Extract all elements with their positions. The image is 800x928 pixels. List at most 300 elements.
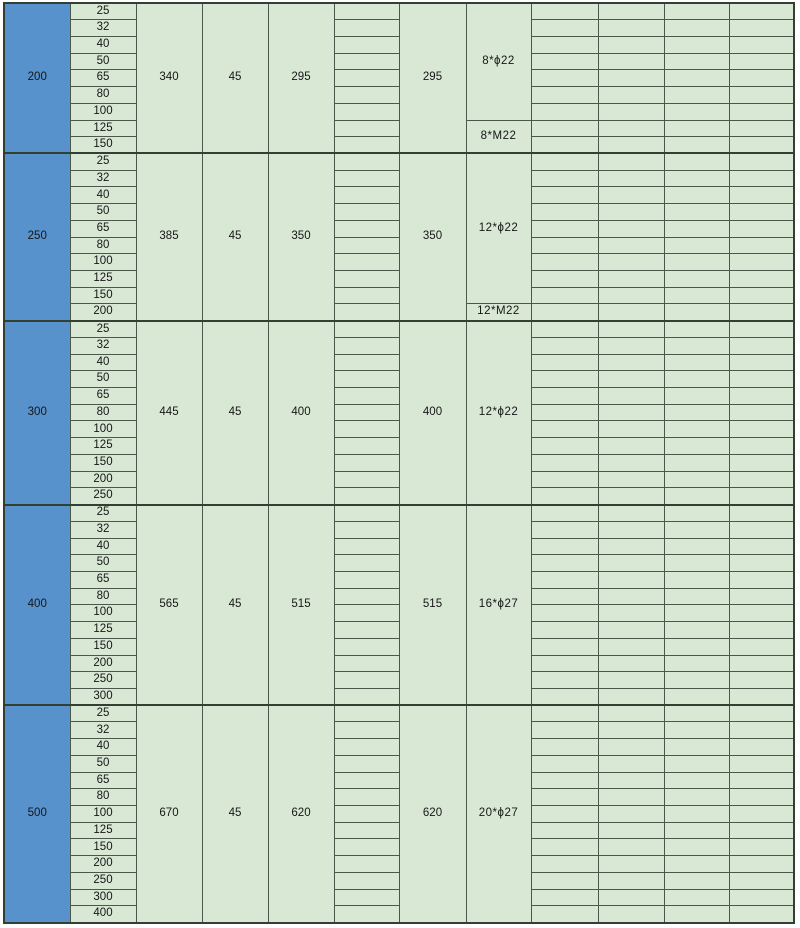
detail-cell-1 — [531, 722, 598, 739]
spacer-cell — [334, 220, 399, 237]
detail-cell-2 — [598, 137, 664, 154]
detail-cell-2 — [598, 571, 664, 588]
detail-cell-3 — [664, 839, 729, 856]
detail-cell-1 — [531, 638, 598, 655]
col7-value-cell: 620 — [399, 705, 466, 922]
detail-cell-4 — [729, 137, 794, 154]
detail-cell-2 — [598, 354, 664, 371]
spacer-cell — [334, 638, 399, 655]
detail-cell-4 — [729, 237, 794, 254]
spacer-cell — [334, 421, 399, 438]
spacer-cell — [334, 454, 399, 471]
detail-cell-2 — [598, 772, 664, 789]
detail-cell-4 — [729, 889, 794, 906]
spacer-cell — [334, 70, 399, 87]
detail-cell-4 — [729, 822, 794, 839]
spacer-cell — [334, 806, 399, 823]
spec-table-body — [4, 3, 794, 923]
detail-cell-2 — [598, 87, 664, 104]
detail-cell-3 — [664, 187, 729, 204]
detail-cell-3 — [664, 571, 729, 588]
table-row — [4, 153, 794, 170]
detail-cell-4 — [729, 705, 794, 722]
spacer-cell — [334, 755, 399, 772]
spacer-cell — [334, 571, 399, 588]
col3-value-cell: 565 — [136, 505, 202, 706]
detail-cell-2 — [598, 70, 664, 87]
col4-value-cell: 45 — [202, 505, 268, 706]
size-cell: 125 — [70, 822, 136, 839]
detail-cell-2 — [598, 521, 664, 538]
spacer-cell — [334, 705, 399, 722]
detail-cell-2 — [598, 170, 664, 187]
detail-cell-2 — [598, 789, 664, 806]
size-cell: 100 — [70, 605, 136, 622]
detail-cell-4 — [729, 287, 794, 304]
col4-value-cell: 45 — [202, 321, 268, 505]
detail-cell-3 — [664, 421, 729, 438]
detail-cell-4 — [729, 872, 794, 889]
size-cell: 150 — [70, 839, 136, 856]
detail-cell-4 — [729, 605, 794, 622]
detail-cell-2 — [598, 889, 664, 906]
table-row — [4, 505, 794, 522]
spacer-cell — [334, 839, 399, 856]
detail-cell-3 — [664, 856, 729, 873]
detail-cell-4 — [729, 70, 794, 87]
detail-cell-4 — [729, 404, 794, 421]
detail-cell-1 — [531, 471, 598, 488]
detail-cell-2 — [598, 739, 664, 756]
detail-cell-3 — [664, 705, 729, 722]
dn-cell: 250 — [4, 153, 70, 320]
detail-cell-1 — [531, 806, 598, 823]
spacer-cell — [334, 555, 399, 572]
col7-value-cell: 350 — [399, 153, 466, 320]
detail-cell-4 — [729, 672, 794, 689]
size-cell: 25 — [70, 153, 136, 170]
bolt-spec-cell: 12*ϕ22 — [466, 153, 531, 303]
spacer-cell — [334, 688, 399, 705]
detail-cell-2 — [598, 20, 664, 37]
detail-cell-4 — [729, 772, 794, 789]
detail-cell-1 — [531, 170, 598, 187]
size-cell: 32 — [70, 521, 136, 538]
detail-cell-1 — [531, 120, 598, 137]
detail-cell-2 — [598, 722, 664, 739]
spacer-cell — [334, 872, 399, 889]
detail-cell-3 — [664, 137, 729, 154]
detail-cell-3 — [664, 822, 729, 839]
detail-cell-3 — [664, 388, 729, 405]
size-cell: 125 — [70, 120, 136, 137]
size-cell: 65 — [70, 388, 136, 405]
detail-cell-1 — [531, 555, 598, 572]
detail-cell-3 — [664, 588, 729, 605]
detail-cell-3 — [664, 505, 729, 522]
spacer-cell — [334, 254, 399, 271]
detail-cell-4 — [729, 688, 794, 705]
detail-cell-4 — [729, 555, 794, 572]
detail-cell-3 — [664, 471, 729, 488]
detail-cell-3 — [664, 404, 729, 421]
detail-cell-3 — [664, 789, 729, 806]
detail-cell-3 — [664, 103, 729, 120]
detail-cell-3 — [664, 488, 729, 505]
detail-cell-1 — [531, 254, 598, 271]
size-cell: 25 — [70, 3, 136, 20]
bolt-spec-cell: 16*ϕ27 — [466, 505, 531, 706]
col3-value-cell: 670 — [136, 705, 202, 922]
detail-cell-3 — [664, 3, 729, 20]
detail-cell-2 — [598, 856, 664, 873]
dn-cell: 400 — [4, 505, 70, 706]
size-cell: 40 — [70, 187, 136, 204]
size-cell: 80 — [70, 404, 136, 421]
size-cell: 40 — [70, 739, 136, 756]
detail-cell-3 — [664, 371, 729, 388]
size-cell: 250 — [70, 672, 136, 689]
size-cell: 150 — [70, 137, 136, 154]
col5-value-cell: 515 — [268, 505, 334, 706]
size-cell: 80 — [70, 789, 136, 806]
size-cell: 200 — [70, 856, 136, 873]
detail-cell-2 — [598, 839, 664, 856]
size-cell: 40 — [70, 354, 136, 371]
detail-cell-1 — [531, 287, 598, 304]
spacer-cell — [334, 153, 399, 170]
detail-cell-4 — [729, 271, 794, 288]
detail-cell-3 — [664, 889, 729, 906]
detail-cell-4 — [729, 571, 794, 588]
detail-cell-1 — [531, 454, 598, 471]
detail-cell-4 — [729, 806, 794, 823]
detail-cell-2 — [598, 454, 664, 471]
detail-cell-3 — [664, 220, 729, 237]
col5-value-cell: 295 — [268, 3, 334, 153]
size-cell: 300 — [70, 688, 136, 705]
detail-cell-3 — [664, 170, 729, 187]
detail-cell-2 — [598, 872, 664, 889]
spacer-cell — [334, 856, 399, 873]
detail-cell-1 — [531, 3, 598, 20]
size-cell: 400 — [70, 906, 136, 923]
spacer-cell — [334, 672, 399, 689]
size-cell: 100 — [70, 103, 136, 120]
detail-cell-3 — [664, 271, 729, 288]
detail-cell-2 — [598, 488, 664, 505]
spacer-cell — [334, 538, 399, 555]
detail-cell-2 — [598, 53, 664, 70]
col5-value-cell: 350 — [268, 153, 334, 320]
detail-cell-4 — [729, 321, 794, 338]
detail-cell-3 — [664, 638, 729, 655]
size-cell: 100 — [70, 806, 136, 823]
size-cell: 25 — [70, 321, 136, 338]
col7-value-cell: 400 — [399, 321, 466, 505]
spacer-cell — [334, 87, 399, 104]
col5-value-cell: 620 — [268, 705, 334, 922]
size-cell: 50 — [70, 371, 136, 388]
detail-cell-2 — [598, 688, 664, 705]
detail-cell-3 — [664, 655, 729, 672]
col4-value-cell: 45 — [202, 705, 268, 922]
detail-cell-2 — [598, 103, 664, 120]
spacer-cell — [334, 337, 399, 354]
detail-cell-3 — [664, 555, 729, 572]
detail-cell-2 — [598, 672, 664, 689]
size-cell: 200 — [70, 655, 136, 672]
col7-value-cell: 295 — [399, 3, 466, 153]
detail-cell-2 — [598, 304, 664, 321]
detail-cell-1 — [531, 839, 598, 856]
detail-cell-4 — [729, 622, 794, 639]
size-cell: 80 — [70, 87, 136, 104]
spacer-cell — [334, 521, 399, 538]
detail-cell-1 — [531, 87, 598, 104]
table-row — [4, 321, 794, 338]
spacer-cell — [334, 53, 399, 70]
size-cell: 65 — [70, 571, 136, 588]
detail-cell-2 — [598, 120, 664, 137]
detail-cell-4 — [729, 53, 794, 70]
detail-cell-4 — [729, 3, 794, 20]
detail-cell-4 — [729, 655, 794, 672]
detail-cell-4 — [729, 421, 794, 438]
spacer-cell — [334, 404, 399, 421]
detail-cell-1 — [531, 605, 598, 622]
detail-cell-3 — [664, 605, 729, 622]
size-cell: 65 — [70, 772, 136, 789]
size-cell: 150 — [70, 638, 136, 655]
detail-cell-2 — [598, 187, 664, 204]
detail-cell-4 — [729, 204, 794, 221]
size-cell: 50 — [70, 53, 136, 70]
detail-cell-1 — [531, 204, 598, 221]
size-cell: 40 — [70, 538, 136, 555]
spacer-cell — [334, 287, 399, 304]
spacer-cell — [334, 722, 399, 739]
detail-cell-2 — [598, 3, 664, 20]
detail-cell-2 — [598, 321, 664, 338]
detail-cell-3 — [664, 20, 729, 37]
detail-cell-1 — [531, 688, 598, 705]
spacer-cell — [334, 789, 399, 806]
detail-cell-1 — [531, 337, 598, 354]
detail-cell-1 — [531, 588, 598, 605]
detail-cell-3 — [664, 321, 729, 338]
size-cell: 200 — [70, 471, 136, 488]
detail-cell-2 — [598, 471, 664, 488]
detail-cell-1 — [531, 521, 598, 538]
size-cell: 200 — [70, 304, 136, 321]
detail-cell-4 — [729, 187, 794, 204]
dn-cell: 200 — [4, 3, 70, 153]
detail-cell-3 — [664, 454, 729, 471]
detail-cell-3 — [664, 806, 729, 823]
table-row — [4, 705, 794, 722]
detail-cell-2 — [598, 605, 664, 622]
size-cell: 100 — [70, 421, 136, 438]
col5-value-cell: 400 — [268, 321, 334, 505]
spacer-cell — [334, 739, 399, 756]
bolt-spec-cell: 8*M22 — [466, 120, 531, 153]
detail-cell-2 — [598, 254, 664, 271]
detail-cell-1 — [531, 872, 598, 889]
detail-cell-2 — [598, 337, 664, 354]
detail-cell-1 — [531, 70, 598, 87]
detail-cell-4 — [729, 337, 794, 354]
spacer-cell — [334, 120, 399, 137]
detail-cell-2 — [598, 588, 664, 605]
size-cell: 32 — [70, 722, 136, 739]
detail-cell-4 — [729, 789, 794, 806]
detail-cell-1 — [531, 421, 598, 438]
detail-cell-4 — [729, 505, 794, 522]
detail-cell-4 — [729, 739, 794, 756]
detail-cell-3 — [664, 622, 729, 639]
size-cell: 50 — [70, 555, 136, 572]
detail-cell-1 — [531, 622, 598, 639]
spacer-cell — [334, 137, 399, 154]
size-cell: 32 — [70, 20, 136, 37]
detail-cell-3 — [664, 120, 729, 137]
detail-cell-4 — [729, 755, 794, 772]
detail-cell-2 — [598, 822, 664, 839]
col3-value-cell: 445 — [136, 321, 202, 505]
spacer-cell — [334, 354, 399, 371]
spacer-cell — [334, 170, 399, 187]
detail-cell-3 — [664, 538, 729, 555]
detail-cell-2 — [598, 204, 664, 221]
spacer-cell — [334, 655, 399, 672]
detail-cell-2 — [598, 404, 664, 421]
detail-cell-3 — [664, 87, 729, 104]
detail-cell-1 — [531, 371, 598, 388]
detail-cell-4 — [729, 153, 794, 170]
detail-cell-1 — [531, 856, 598, 873]
detail-cell-3 — [664, 204, 729, 221]
detail-cell-3 — [664, 337, 729, 354]
detail-cell-4 — [729, 538, 794, 555]
size-cell: 25 — [70, 705, 136, 722]
detail-cell-2 — [598, 153, 664, 170]
detail-cell-2 — [598, 421, 664, 438]
detail-cell-4 — [729, 438, 794, 455]
detail-cell-2 — [598, 806, 664, 823]
detail-cell-2 — [598, 388, 664, 405]
size-cell: 50 — [70, 204, 136, 221]
spacer-cell — [334, 505, 399, 522]
dn-cell: 300 — [4, 321, 70, 505]
detail-cell-3 — [664, 755, 729, 772]
detail-cell-4 — [729, 839, 794, 856]
detail-cell-4 — [729, 638, 794, 655]
detail-cell-2 — [598, 287, 664, 304]
detail-cell-3 — [664, 70, 729, 87]
detail-cell-4 — [729, 371, 794, 388]
detail-cell-4 — [729, 36, 794, 53]
size-cell: 100 — [70, 254, 136, 271]
detail-cell-3 — [664, 872, 729, 889]
size-cell: 125 — [70, 271, 136, 288]
spacer-cell — [334, 388, 399, 405]
col3-value-cell: 385 — [136, 153, 202, 320]
detail-cell-1 — [531, 705, 598, 722]
size-cell: 40 — [70, 36, 136, 53]
detail-cell-4 — [729, 220, 794, 237]
detail-cell-1 — [531, 304, 598, 321]
detail-cell-3 — [664, 521, 729, 538]
detail-cell-1 — [531, 755, 598, 772]
detail-cell-4 — [729, 906, 794, 923]
detail-cell-4 — [729, 856, 794, 873]
detail-cell-2 — [598, 755, 664, 772]
spacer-cell — [334, 304, 399, 321]
detail-cell-3 — [664, 688, 729, 705]
col4-value-cell: 45 — [202, 153, 268, 320]
pipe-flange-spec-table — [3, 2, 795, 924]
detail-cell-1 — [531, 220, 598, 237]
detail-cell-1 — [531, 404, 598, 421]
detail-cell-3 — [664, 287, 729, 304]
detail-cell-3 — [664, 739, 729, 756]
detail-cell-1 — [531, 672, 598, 689]
detail-cell-3 — [664, 254, 729, 271]
detail-cell-1 — [531, 137, 598, 154]
detail-cell-1 — [531, 906, 598, 923]
detail-cell-3 — [664, 438, 729, 455]
detail-cell-1 — [531, 237, 598, 254]
col4-value-cell: 45 — [202, 3, 268, 153]
detail-cell-2 — [598, 555, 664, 572]
spacer-cell — [334, 204, 399, 221]
spacer-cell — [334, 321, 399, 338]
detail-cell-2 — [598, 220, 664, 237]
detail-cell-4 — [729, 103, 794, 120]
detail-cell-4 — [729, 254, 794, 271]
detail-cell-4 — [729, 454, 794, 471]
detail-cell-4 — [729, 120, 794, 137]
detail-cell-3 — [664, 237, 729, 254]
spacer-cell — [334, 622, 399, 639]
detail-cell-4 — [729, 354, 794, 371]
detail-cell-4 — [729, 87, 794, 104]
size-cell: 250 — [70, 488, 136, 505]
detail-cell-2 — [598, 655, 664, 672]
size-cell: 250 — [70, 872, 136, 889]
detail-cell-2 — [598, 271, 664, 288]
detail-cell-1 — [531, 271, 598, 288]
detail-cell-2 — [598, 371, 664, 388]
detail-cell-1 — [531, 571, 598, 588]
detail-cell-1 — [531, 388, 598, 405]
spacer-cell — [334, 488, 399, 505]
detail-cell-3 — [664, 304, 729, 321]
detail-cell-1 — [531, 103, 598, 120]
spacer-cell — [334, 889, 399, 906]
detail-cell-4 — [729, 488, 794, 505]
detail-cell-2 — [598, 622, 664, 639]
size-cell: 80 — [70, 237, 136, 254]
detail-cell-2 — [598, 906, 664, 923]
detail-cell-2 — [598, 237, 664, 254]
spacer-cell — [334, 471, 399, 488]
spacer-cell — [334, 822, 399, 839]
size-cell: 125 — [70, 438, 136, 455]
spacer-cell — [334, 588, 399, 605]
detail-cell-1 — [531, 321, 598, 338]
